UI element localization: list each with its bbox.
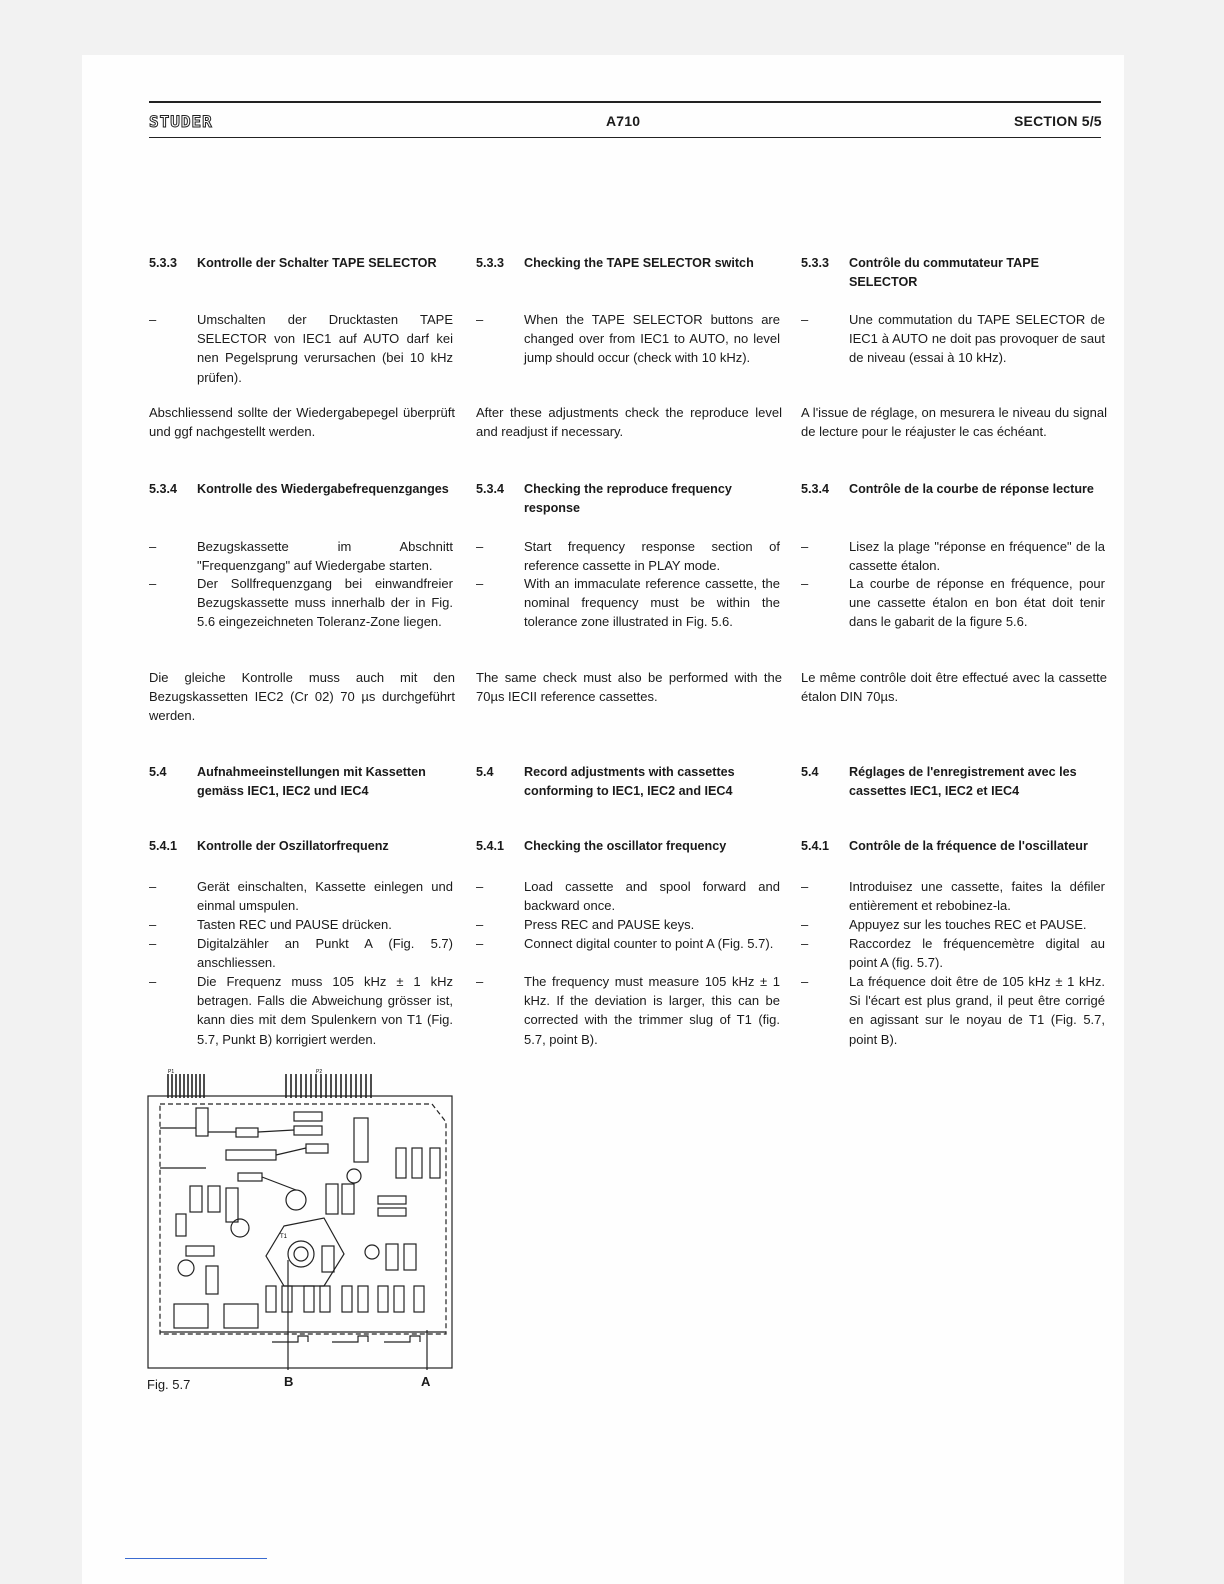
list-item: – Tasten REC und PAUSE drücken. xyxy=(149,917,392,932)
heading-533-de: 5.3.3 Kontrolle der Schalter TAPE SELECTOR xyxy=(149,256,437,270)
pcb-layout-figure xyxy=(146,1068,460,1370)
heading-533-en: 5.3.3 Checking the TAPE SELECTOR switch xyxy=(476,256,754,270)
list-item: – Start frequency response section of reference cassette in PLAY mode. xyxy=(476,539,780,574)
transformer-t1 xyxy=(266,1218,344,1286)
list-item: – Umschalten der Drucktasten TAPE SELECTOR von IEC1 auf AUTO darf kei nen Pegelsprung verursachen (bei 10 kHz prüfen). xyxy=(149,312,453,385)
paragraph-533-en: After these adjustments check the reproduce level and readjust if necessary. xyxy=(476,405,782,440)
list-item: – Gerät einschalten, Kassette einlegen und einmal umspulen. xyxy=(149,879,453,914)
figure-caption: Fig. 5.7 xyxy=(147,1377,191,1392)
list-item: – Une commutation du TAPE SELECTOR de IEC1 à AUTO ne doit pas provoquer de saut de niveau (essai à 10 kHz). xyxy=(801,312,1105,366)
list-item: – When the TAPE SELECTOR buttons are changed over from IEC1 to AUTO, no level jump should occur (check with 10 kHz). xyxy=(476,312,780,366)
list-item: – La courbe de réponse en fréquence, pour une cassette étalon en bon état doit tenir dans le gabarit de la figure 5.6. xyxy=(801,576,1105,630)
list-item: – La fréquence doit être de 105 kHz ± 1 kHz. Si l'écart est plus grand, il peut être corrigé en agissant sur le noyau de T1 (Fig. 5.7, point B). xyxy=(801,974,1105,1047)
list-item: – Load cassette and spool forward and backward once. xyxy=(476,879,780,914)
studer-logo: STUDER xyxy=(149,112,213,131)
list-item: – Die Frequenz muss 105 kHz ± 1 kHz betragen. Falls die Abweichung grösser ist, kann dies mit dem Spulenkern von T1 (Fig. 5.7, Punkt B) korrigiert werden. xyxy=(149,974,453,1047)
p2-label: P2 xyxy=(316,1069,323,1075)
footer-line xyxy=(125,1558,267,1559)
heading-54-de: 5.4 Aufnahmeeinstellungen mit Kassetten gemäss IEC1, IEC2 und IEC4 xyxy=(149,765,426,798)
point-b-label: B xyxy=(284,1374,294,1389)
list-item: – Raccordez le fréquencemètre digital au point A (fig. 5.7). xyxy=(801,936,1105,971)
list-item: – Lisez la plage "réponse en fréquence" de la cassette étalon. xyxy=(801,539,1105,574)
heading-541-de: 5.4.1 Kontrolle der Oszillatorfrequenz xyxy=(149,839,389,853)
model-label: A710 xyxy=(606,113,641,129)
heading-54-en: 5.4 Record adjustments with cassettes conforming to IEC1, IEC2 and IEC4 xyxy=(476,765,735,798)
section-label: SECTION 5/5 xyxy=(1014,113,1102,129)
paragraph-533-fr: A l'issue de réglage, on mesurera le niveau du signal de lecture pour le réajuster le cas échéant. xyxy=(801,405,1107,440)
header-bottom-rule xyxy=(149,137,1101,138)
connector-p1 xyxy=(168,1074,204,1098)
heading-541-fr: 5.4.1 Contrôle de la fréquence de l'oscillateur xyxy=(801,839,1088,853)
heading-534-de: 5.3.4 Kontrolle des Wiedergabefrequenzganges xyxy=(149,482,449,496)
heading-54-fr: 5.4 Réglages de l'enregistrement avec les cassettes IEC1, IEC2 et IEC4 xyxy=(801,765,1077,798)
list-item: – The frequency must measure 105 kHz ± 1 kHz. If the deviation is larger, this can be corrected with the trimmer slug of T1 (fig. 5.7, point B). xyxy=(476,974,780,1047)
paragraph-534-en: The same check must also be performed with the 70µs IECII reference cassettes. xyxy=(476,670,782,705)
paragraph-534-de: Die gleiche Kontrolle muss auch mit den Bezugskassetten IEC2 (Cr 02) 70 µs durchgeführt werden. xyxy=(149,670,455,724)
list-item: – Der Sollfrequenzgang bei einwandfreier Bezugskassette muss innerhalb der in Fig. 5.6 eingezeichneten Toleranz-Zone liegen. xyxy=(149,576,453,630)
heading-534-fr: 5.3.4 Contrôle de la courbe de réponse lecture xyxy=(801,482,1094,496)
t1-label: T1 xyxy=(280,1234,288,1240)
point-a-label: A xyxy=(421,1374,431,1389)
paragraph-534-fr: Le même contrôle doit être effectué avec la cassette étalon DIN 70µs. xyxy=(801,670,1107,705)
list-item: – Introduisez une cassette, faites la défiler entièrement et rebobinez-la. xyxy=(801,879,1105,914)
list-item: – Press REC and PAUSE keys. xyxy=(476,917,695,932)
p1-label: P1 xyxy=(168,1069,175,1075)
list-item: – Appuyez sur les touches REC et PAUSE. xyxy=(801,917,1087,932)
list-item: – Bezugskassette im Abschnitt "Frequenzgang" auf Wiedergabe starten. xyxy=(149,539,453,574)
heading-541-en: 5.4.1 Checking the oscillator frequency xyxy=(476,839,727,853)
list-item: – With an immaculate reference cassette, the nominal frequency must be within the tolerance zone illustrated in Fig. 5.6. xyxy=(476,576,780,630)
list-item: – Digitalzähler an Punkt A (Fig. 5.7) anschliessen. xyxy=(149,936,453,971)
header-top-rule xyxy=(149,101,1101,103)
heading-533-fr: 5.3.3 Contrôle du commutateur TAPE SELECTOR xyxy=(801,256,1040,289)
list-item: – Connect digital counter to point A (Fig. 5.7). xyxy=(476,936,774,951)
paragraph-533-de: Abschliessend sollte der Wiedergabepegel überprüft und ggf nachgestellt werden. xyxy=(149,405,455,440)
connector-p2 xyxy=(286,1074,371,1098)
heading-534-en: 5.3.4 Checking the reproduce frequency response xyxy=(476,482,732,515)
